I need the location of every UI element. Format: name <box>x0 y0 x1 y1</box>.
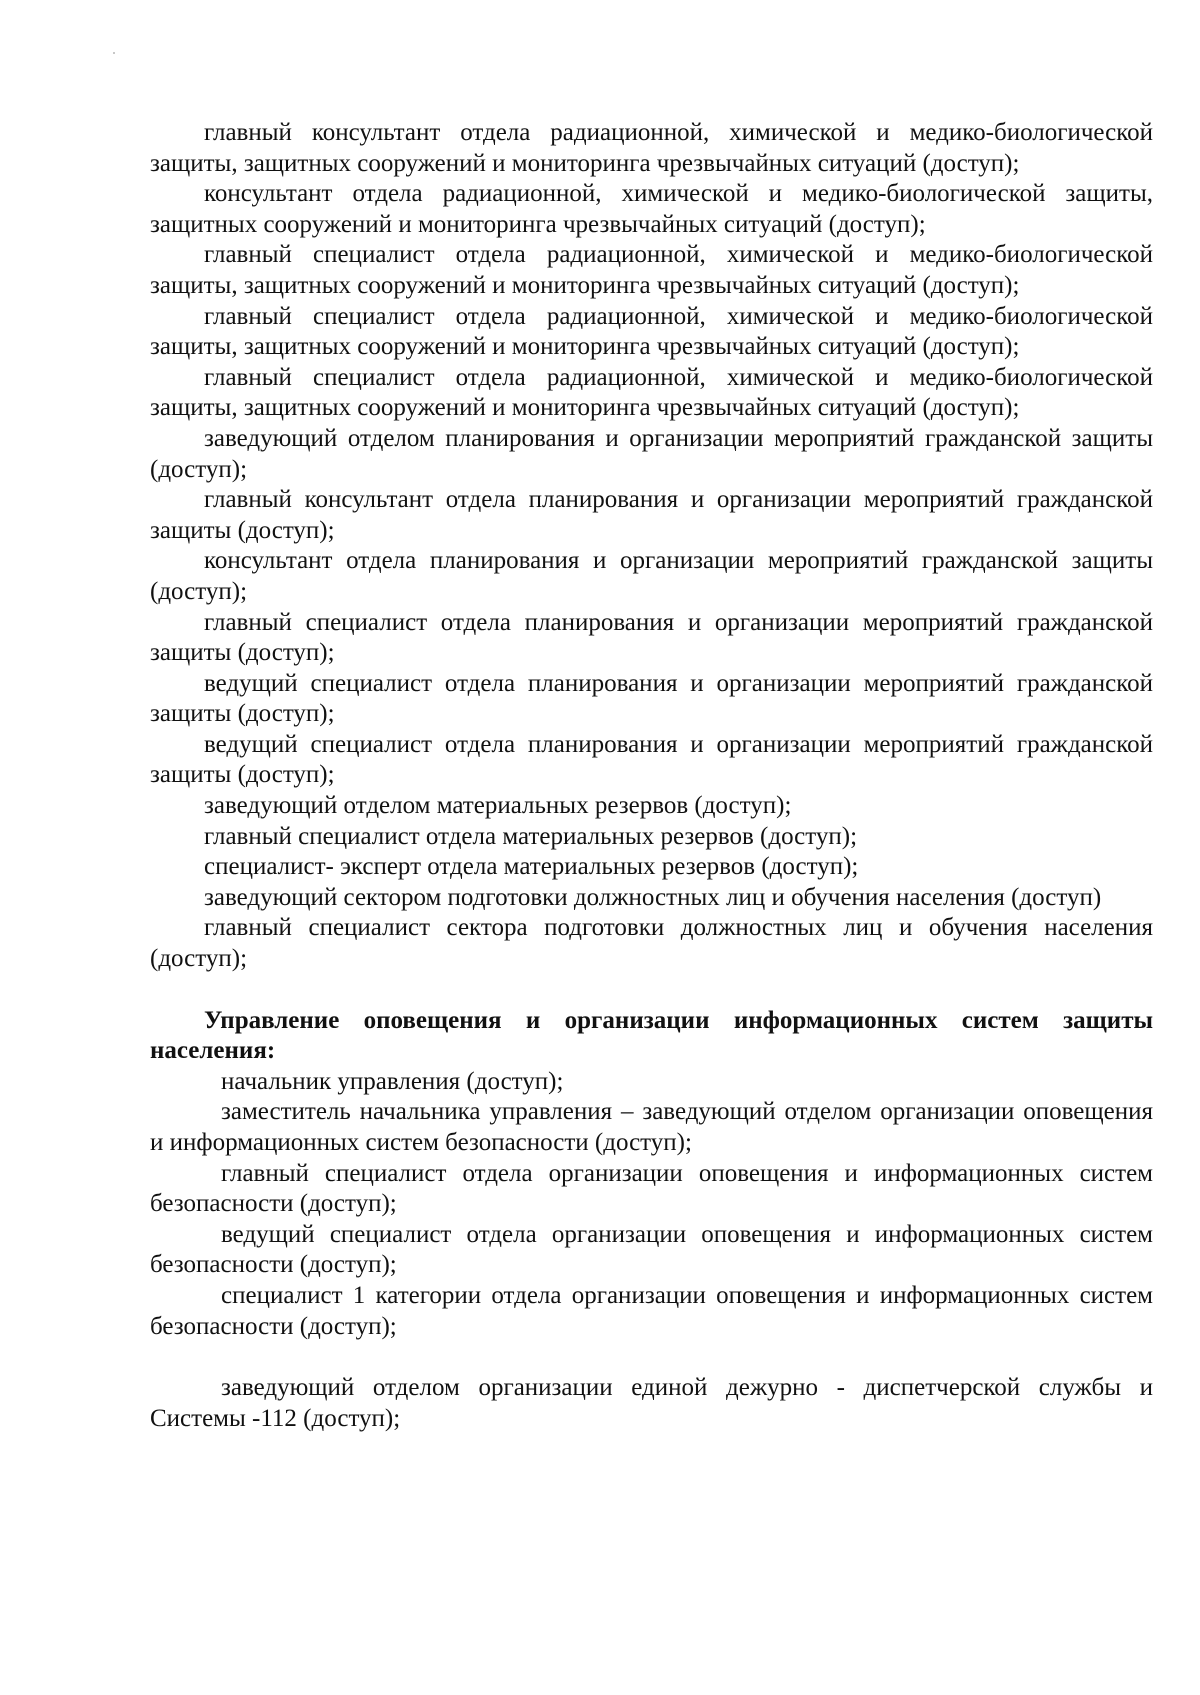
staff-entry: ведущий специалист отдела организации оповещения и информационных систем безопасности (доступ); <box>150 1220 1153 1279</box>
staff-entry: заместитель начальника управления – заведующий отделом организации оповещения и информационных систем безопасности (доступ); <box>150 1098 1153 1156</box>
scan-speck <box>113 52 115 54</box>
staff-entry: главный специалист отдела радиационной, химической и медико-биологической защиты, защитных сооружений и мониторинга чрезвычайных ситуаций (доступ); <box>150 241 1153 299</box>
staff-entry: заведующий отделом материальных резервов (доступ); <box>204 792 792 820</box>
staff-entry: главный специалист отдела организации оповещения и информационных систем безопасности (доступ); <box>150 1159 1153 1218</box>
staff-entry: главный специалист отдела радиационной, химической и медико-биологической защиты, защитных сооружений и мониторинга чрезвычайных ситуаций (доступ); <box>150 363 1153 422</box>
staff-entry: главный консультант отдела планирования и организации мероприятий гражданской защиты (доступ); <box>150 486 1153 544</box>
staff-entry: консультант отдела радиационной, химической и медико-биологической защиты, защитных сооружений и мониторинга чрезвычайных ситуаций (доступ); <box>150 180 1153 238</box>
staff-entry: главный специалист отдела материальных резервов (доступ); <box>204 822 858 850</box>
staff-entry: главный специалист сектора подготовки должностных лиц и обучения населения (доступ); <box>150 914 1153 973</box>
staff-entry: консультант отдела планирования и организации мероприятий гражданской защиты (доступ); <box>150 547 1153 605</box>
staff-entry: специалист 1 категории отдела организации оповещения и информационных систем безопасности (доступ); <box>150 1281 1153 1340</box>
document-page <box>150 118 1153 1434</box>
staff-entry: главный консультант отдела радиационной, химической и медико-биологической защиты, защитных сооружений и мониторинга чрезвычайных ситуаций (доступ); <box>150 119 1153 177</box>
staff-entry: ведущий специалист отдела планирования и организации мероприятий гражданской защиты (доступ); <box>150 669 1153 728</box>
section-heading: Управление оповещения и организации информационных систем защиты населения: <box>150 1006 1153 1065</box>
staff-entry: заведующий сектором подготовки должностных лиц и обучения населения (доступ) <box>204 883 1102 911</box>
staff-entry: ведущий специалист отдела планирования и организации мероприятий гражданской защиты (доступ); <box>150 730 1153 789</box>
staff-entry: начальник управления (доступ); <box>221 1067 564 1095</box>
staff-entry: заведующий отделом планирования и организации мероприятий гражданской защиты (доступ); <box>150 424 1153 483</box>
staff-entry: специалист- эксперт отдела материальных резервов (доступ); <box>204 853 859 881</box>
staff-entry: главный специалист отдела радиационной, химической и медико-биологической защиты, защитных сооружений и мониторинга чрезвычайных ситуаций (доступ); <box>150 302 1153 361</box>
staff-entry: главный специалист отдела планирования и организации мероприятий гражданской защиты (доступ); <box>150 608 1153 667</box>
staff-entry: заведующий отделом организации единой дежурно - диспетчерской службы и Системы -112 (доступ); <box>150 1374 1153 1432</box>
